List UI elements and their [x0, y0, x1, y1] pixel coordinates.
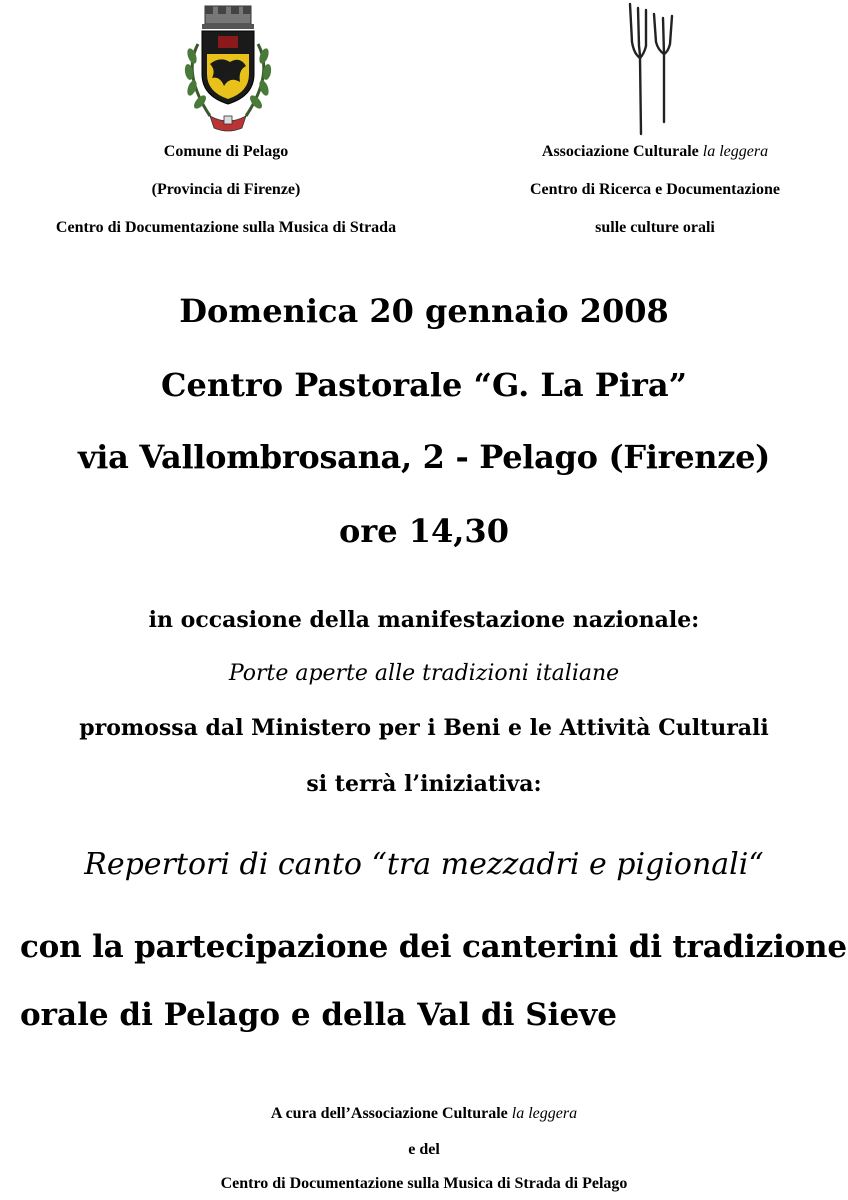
footer-line1-italic: la leggera: [511, 1105, 578, 1122]
event-date: Domenica 20 gennaio 2008: [179, 292, 669, 330]
forks-logo-icon: [620, 2, 680, 138]
header-right-line2: Centro di Ricerca e Documentazione: [529, 181, 780, 198]
header-right-line1-prefix: Associazione Culturale: [541, 143, 703, 160]
initiative-line2: orale di Pelago e della Val di Sieve: [20, 997, 617, 1033]
footer-line3: Centro di Documentazione sulla Musica di Strada di Pelago: [220, 1175, 628, 1192]
event-venue: Centro Pastorale “G. La Pira”: [160, 366, 687, 404]
footer-line2: e del: [408, 1141, 440, 1158]
occasion-line2: Porte aperte alle tradizioni italiane: [228, 661, 620, 686]
header-right-line1: [470, 142, 840, 161]
header-left-line2: (Provincia di Firenze): [151, 181, 301, 198]
header-left: [0, 142, 452, 237]
initiative-title: Repertori di canto “tra mezzadri e pigionali“: [84, 847, 764, 882]
footer-line1: [0, 1104, 848, 1123]
footer-line1-prefix: A cura dell’Associazione Culturale: [270, 1105, 512, 1122]
occasion-line3: promossa dal Ministero per i Beni e le Attività Culturali: [79, 715, 769, 741]
coat-of-arms-icon: [180, 4, 276, 136]
event-time: ore 14,30: [339, 512, 509, 550]
header-right-line3: sulle culture orali: [595, 219, 715, 236]
occasion-line4: si terrà l’iniziativa:: [306, 771, 542, 797]
occasion-line1: in occasione della manifestazione nazionale:: [148, 607, 700, 633]
header-right-line1-italic: la leggera: [702, 143, 769, 160]
header-right: [470, 142, 840, 237]
header-left-line1: Comune di Pelago: [163, 143, 289, 160]
header-left-line3: Centro di Documentazione sulla Musica di Strada: [55, 219, 397, 236]
initiative-line1: con la partecipazione dei canterini di tradizione: [20, 929, 847, 965]
event-address: via Vallombrosana, 2 - Pelago (Firenze): [78, 438, 770, 476]
